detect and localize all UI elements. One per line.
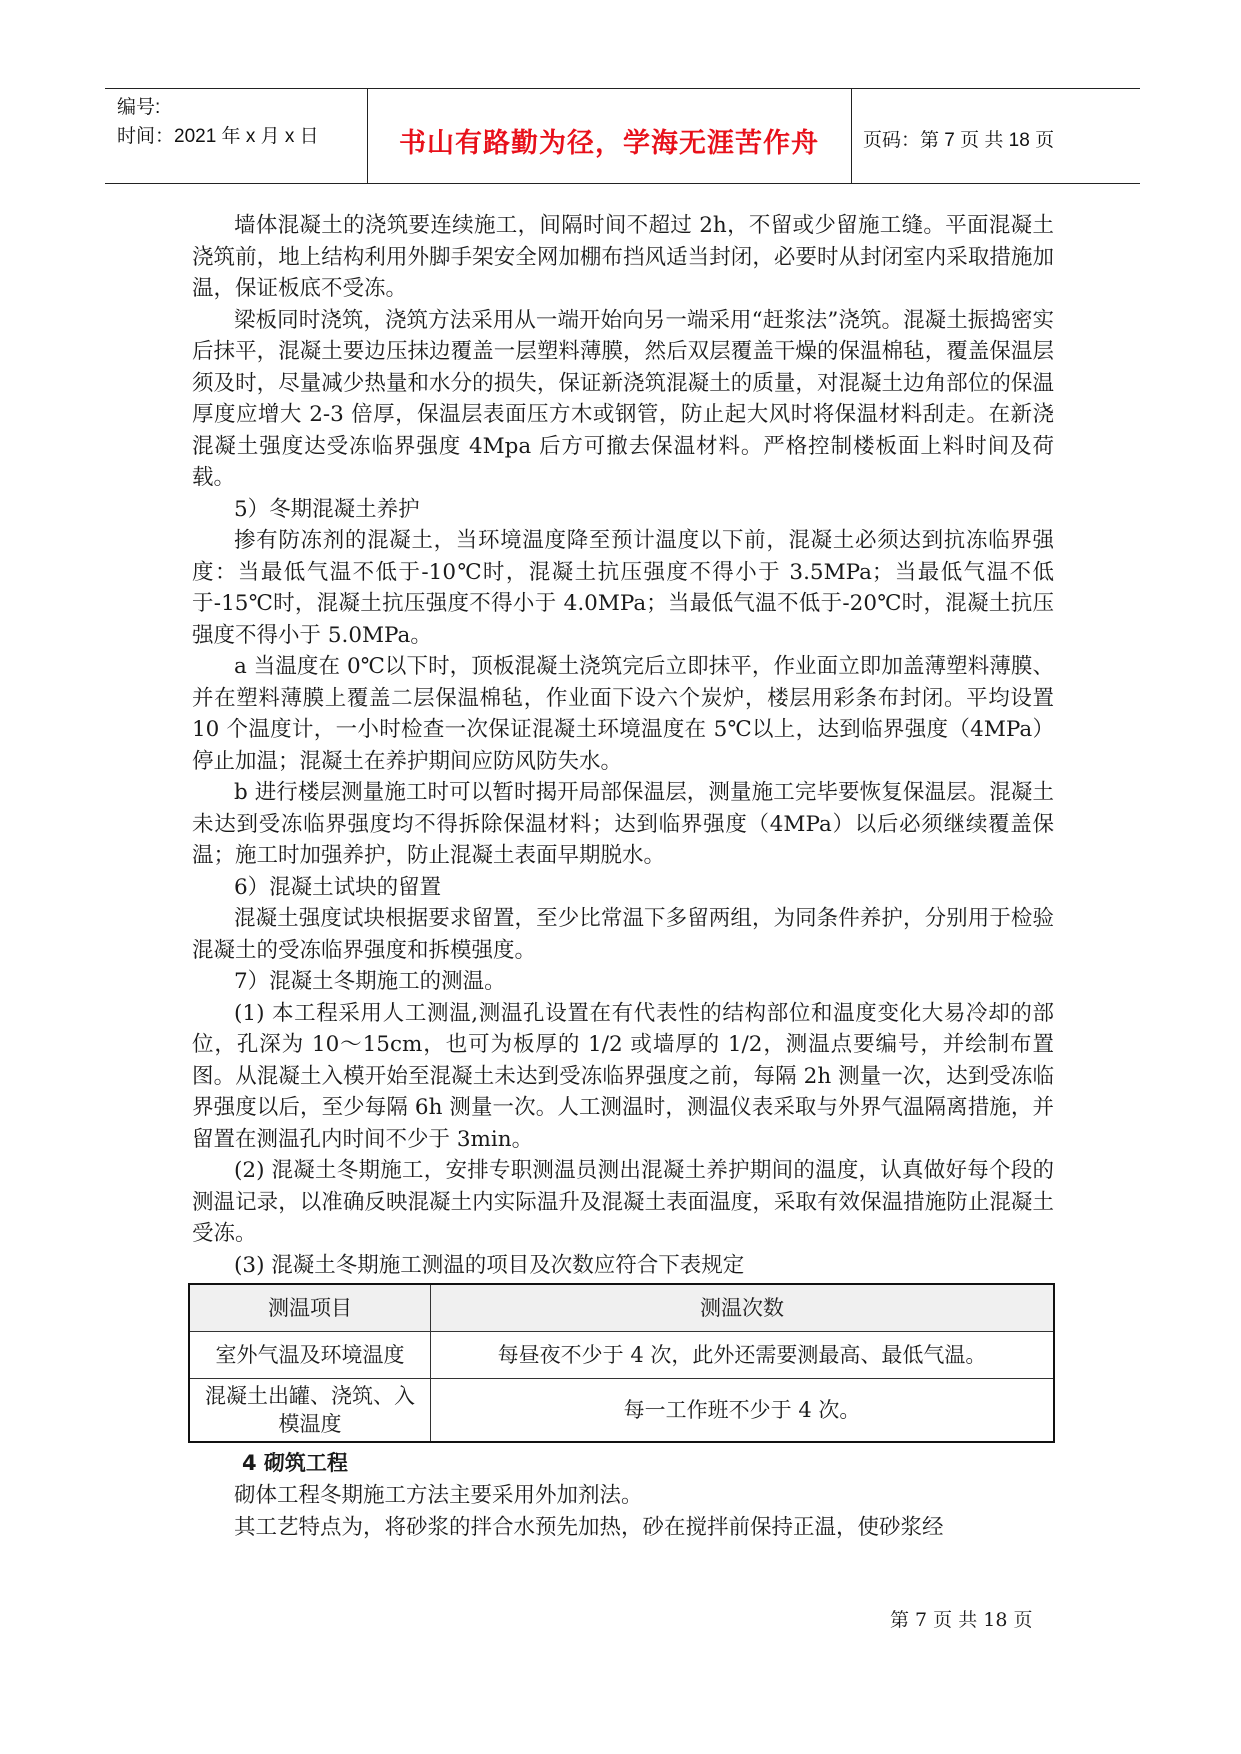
table-row — [189, 1379, 1054, 1443]
temperature-measurement-table — [188, 1283, 1055, 1443]
header-info-cell — [105, 89, 368, 183]
paragraph: 混凝土强度试块根据要求留置，至少比常温下多留两组，为同条件养护，分别用于检验混凝土的受冻临界强度和拆模强度。 — [192, 906, 1054, 963]
serial-number-label: 编号: — [117, 97, 161, 118]
header-motto-cell — [367, 89, 852, 183]
table-header-cell: 测温项目 — [189, 1284, 431, 1332]
paragraph: b 进行楼层测量施工时可以暂时揭开局部保温层，测量施工完毕要恢复保温层。混凝土未达到受冻临界强度均不得拆除保温材料；达到临界强度（4MPa）以后必须继续覆盖保温；施工时加强养护，防止混凝土表面早期脱水。 — [192, 780, 1054, 868]
page-header — [105, 88, 1140, 184]
motto: 书山有路勤为径，学海无涯苦作舟 — [399, 128, 819, 159]
subsection-heading: 7）混凝土冬期施工的测温。 — [234, 969, 506, 994]
table-row — [189, 1332, 1054, 1379]
paragraph: (2) 混凝土冬期施工，安排专职测温员测出混凝土养护期间的温度，认真做好每个段的测温记录，以准确反映混凝土内实际温升及混凝土表面温度，采取有效保温措施防止混凝土受冻。 — [192, 1158, 1054, 1246]
paragraph: 砌体工程冬期施工方法主要采用外加剂法。 — [234, 1483, 643, 1508]
paragraph: 掺有防冻剂的混凝土，当环境温度降至预计温度以下前，混凝土必须达到抗冻临界强度：当最低气温不低于-10℃时，混凝土抗压强度不得小于 3.5MPa；当最低气温不低于-15℃时，混凝土抗压强度不得小于 4.0MPa；当最低气温不低于-20℃时，混凝土抗压强度不得小于 5.0MPa。 — [192, 528, 1054, 648]
table-cell: 混凝土出罐、浇筑、入模温度 — [189, 1379, 431, 1443]
paragraph: (3) 混凝土冬期施工测温的项目及次数应符合下表规定 — [234, 1252, 745, 1278]
header-page-cell — [851, 89, 1140, 183]
document-body — [192, 210, 1054, 1543]
paragraph: 梁板同时浇筑，浇筑方法采用从一端开始向另一端采用“赶浆法”浇筑。混凝土振捣密实后抹平，混凝土要边压抹边覆盖一层塑料薄膜，然后双层覆盖干燥的保温棉毡，覆盖保温层须及时，尽量减少热量和水分的损失，保证新浇筑混凝土的质量，对混凝土边角部位的保温厚度应增大 2-3 倍厚，保温层表面压方木或钢管，防止起大风时将保温材料刮走。在新浇混凝土强度达受冻临界强度 4Mpa 后方可撤去保温材料。严格控制楼板面上料时间及荷载。 — [192, 307, 1054, 490]
table-cell: 每昼夜不少于 4 次，此外还需要测最高、最低气温。 — [431, 1332, 1055, 1379]
time-label: 时间：2021 年 x 月 x 日 — [117, 126, 319, 147]
table-cell: 每一工作班不少于 4 次。 — [431, 1379, 1055, 1443]
table-header-row — [189, 1284, 1054, 1332]
table-cell: 室外气温及环境温度 — [189, 1332, 431, 1379]
paragraph: (1) 本工程采用人工测温,测温孔设置在有代表性的结构部位和温度变化大易冷却的部位，孔深为 10～15cm，也可为板厚的 1/2 或墙厚的 1/2，测温点要编号，并绘制布置图。从混凝土入模开始至混凝土未达到受冻临界强度之前，每隔 2h 测量一次，达到受冻临界强度以后，至少每隔 6h 测量一次。人工测温时，测温仪表采取与外界气温隔离措施，并留置在测温孔内时间不少于 3min。 — [192, 1000, 1054, 1152]
paragraph: a 当温度在 0℃以下时，顶板混凝土浇筑完后立即抹平，作业面立即加盖薄塑料薄膜、并在塑料薄膜上覆盖二层保温棉毡，作业面下设六个炭炉，楼层用彩条布封闭。平均设置 10 个温度计，一小时检查一次保证混凝土环境温度在 5℃以上，达到临界强度（4MPa）停止加温；混凝土在养护期间应防风防失水。 — [192, 654, 1054, 774]
paragraph: 其工艺特点为，将砂浆的拌合水预先加热，砂在搅拌前保持正温，使砂浆经 — [234, 1514, 944, 1540]
section-title: 4 砌筑工程 — [242, 1451, 348, 1475]
page-code: 页码：第 7 页 共 18 页 — [863, 130, 1055, 151]
subsection-heading: 5）冬期混凝土养护 — [234, 496, 420, 522]
subsection-heading: 6）混凝土试块的留置 — [234, 874, 442, 900]
paragraph: 墙体混凝土的浇筑要连续施工，间隔时间不超过 2h，不留或少留施工缝。平面混凝土浇筑前，地上结构利用外脚手架安全网加棚布挡风适当封闭，必要时从封闭室内采取措施加温，保证板底不受冻。 — [192, 213, 1054, 301]
table-header-cell: 测温次数 — [431, 1284, 1055, 1332]
page-footer: 第 7 页 共 18 页 — [890, 1609, 1033, 1631]
